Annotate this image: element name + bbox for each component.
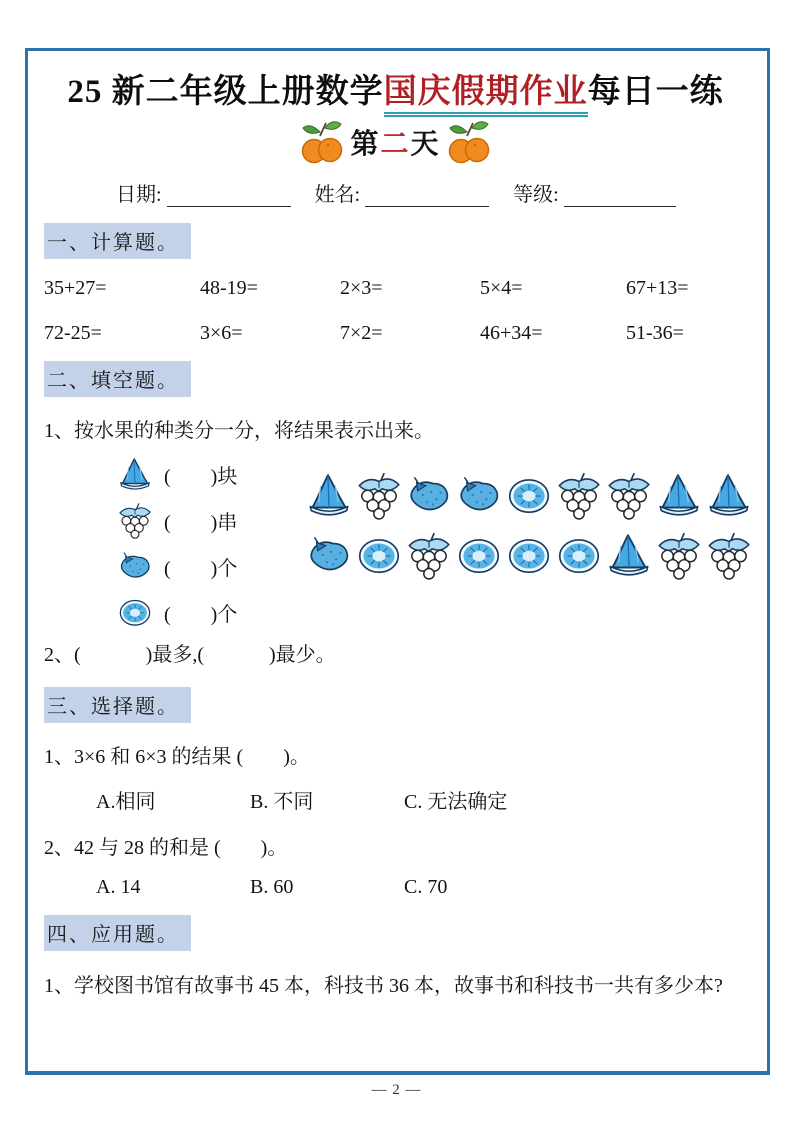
legend-count-blank: ( )块 [164, 465, 238, 488]
choice-option: A. 14 [96, 876, 141, 898]
calc-problem: 7×2= [340, 322, 383, 344]
grade-blank [564, 185, 676, 207]
watermelon-icon [116, 455, 154, 493]
title-part2: 每日一练 [587, 74, 724, 110]
strawberry-icon [404, 470, 454, 520]
kiwi-icon [504, 530, 554, 580]
grapes-icon [116, 501, 154, 539]
grapes-icon [654, 530, 704, 580]
date-blank [167, 185, 291, 207]
page-number: — 2 — [371, 1082, 422, 1098]
tangerine-icon [445, 118, 493, 166]
question-2-2-text: 2、( )最多,( )最少。 [44, 644, 336, 666]
kiwi-icon [504, 470, 554, 520]
calc-problem: 3×6= [200, 322, 243, 344]
day-suffix: 天 [410, 129, 441, 160]
choice-option: C. 无法确定 [404, 791, 508, 813]
day-number: 二 [380, 129, 411, 160]
calculation-problems [44, 277, 747, 345]
section3-heading: 三、选择题。 [44, 687, 191, 723]
section2-heading: 二、填空题。 [44, 361, 191, 397]
choice-option: B. 不同 [250, 791, 314, 813]
watermelon-icon [704, 470, 754, 520]
legend-row [116, 497, 304, 543]
fruit-grid [304, 465, 754, 635]
question-3-2-text: 2、42 与 28 的和是 ( )。 [44, 837, 288, 859]
grapes-icon [354, 470, 404, 520]
kiwi-icon [116, 593, 154, 631]
kiwi-icon [354, 530, 404, 580]
strawberry-icon [116, 547, 154, 585]
watermelon-icon [604, 530, 654, 580]
page-title [44, 65, 747, 112]
grapes-icon [554, 470, 604, 520]
calc-problem: 5×4= [480, 277, 523, 299]
student-info-line [116, 178, 747, 207]
date-label: 日期: [116, 184, 167, 206]
title-highlight-red: 国庆假期作业 [384, 74, 588, 117]
choice-option: A.相同 [96, 791, 156, 813]
question-2-1-text: 1、按水果的种类分一分，将结果表示出来。 [44, 420, 434, 442]
choice-option: C. 70 [404, 876, 448, 898]
day-label [350, 122, 440, 162]
name-blank [365, 185, 489, 207]
calc-problem: 48-19= [200, 277, 258, 299]
strawberry-icon [304, 530, 354, 580]
grapes-icon [704, 530, 754, 580]
calc-problem: 35+27= [44, 277, 107, 299]
tangerine-icon [298, 118, 346, 166]
page-frame [25, 48, 770, 1075]
calc-problem: 67+13= [626, 277, 689, 299]
watermelon-icon [304, 470, 354, 520]
choice-option: B. 60 [250, 876, 294, 898]
kiwi-icon [554, 530, 604, 580]
calc-problem: 2×3= [340, 277, 383, 299]
legend-row [116, 451, 304, 497]
calc-problem: 72-25= [44, 322, 102, 344]
question-3-2-options [96, 876, 747, 899]
calc-problem: 51-36= [626, 322, 684, 344]
section1-heading: 一、计算题。 [44, 223, 191, 259]
calc-problem: 46+34= [480, 322, 543, 344]
strawberry-icon [454, 470, 504, 520]
grade-label: 等级: [513, 184, 564, 206]
fruit-sorting-area [44, 451, 747, 635]
legend-count-blank: ( )串 [164, 511, 238, 534]
legend-count-blank: ( )个 [164, 557, 238, 580]
title-part1: 25 新二年级上册数学 [67, 74, 384, 110]
day-prefix: 第 [350, 129, 381, 160]
fruit-legend [116, 451, 304, 635]
watermelon-icon [654, 470, 704, 520]
kiwi-icon [454, 530, 504, 580]
fruit-row [304, 465, 754, 525]
question-3-1-text: 1、3×6 和 6×3 的结果 ( )。 [44, 746, 310, 768]
legend-count-blank: ( )个 [164, 603, 238, 626]
question-3-1-options [96, 785, 747, 814]
legend-row [116, 543, 304, 589]
day-heading [44, 116, 747, 168]
name-label: 姓名: [314, 184, 366, 206]
legend-row [116, 589, 304, 635]
grapes-icon [404, 530, 454, 580]
fruit-row [304, 525, 754, 585]
question-4-1-text: 1、学校图书馆有故事书 45 本，科技书 36 本，故事书和科技书一共有多少本? [44, 975, 723, 997]
grapes-icon [604, 470, 654, 520]
section4-heading: 四、应用题。 [44, 915, 191, 951]
